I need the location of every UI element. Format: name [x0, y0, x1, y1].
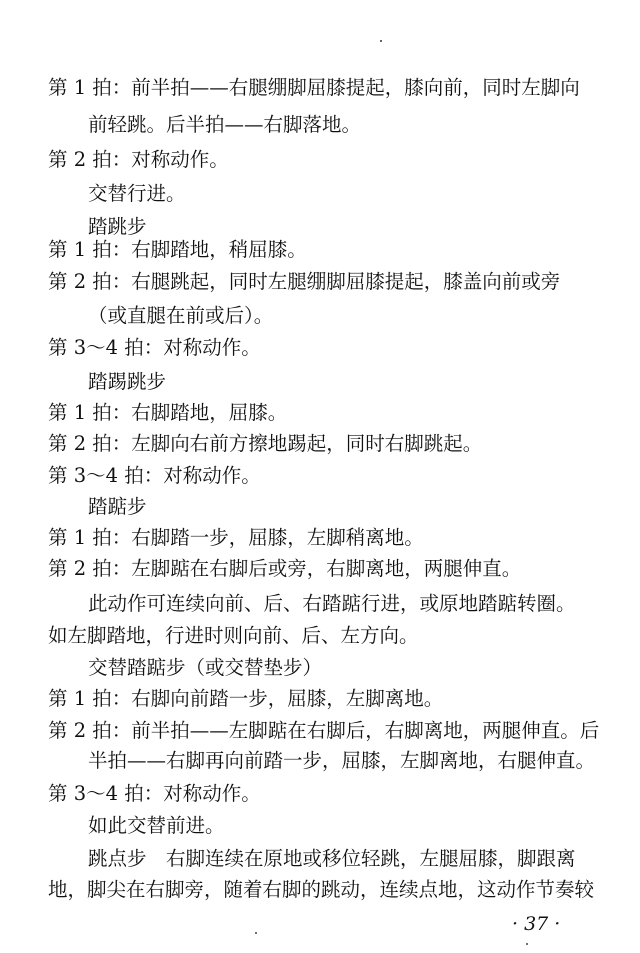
- section-heading: 交替踏踮步（或交替垫步）: [88, 656, 323, 679]
- speck-mark: [380, 40, 382, 42]
- text-line: 半拍——右脚再向前踏一步，屈膝，左脚离地，右腿伸直。: [88, 749, 596, 772]
- text-line: 第 1 拍：右脚踏地，屈膝。: [48, 401, 288, 424]
- text-line: 第 2 拍：右腿跳起，同时左腿绷脚屈膝提起，膝盖向前或旁: [48, 270, 561, 293]
- text-line: 第 2 拍：前半拍——左脚踮在右脚后，右脚离地，两腿伸直。后: [48, 719, 600, 742]
- section-heading: 踏踢跳步: [88, 370, 167, 393]
- page-number: · 37 ·: [512, 913, 561, 935]
- text-line: 此动作可连续向前、后、右踏踮行进，或原地踏踮转圈。: [88, 592, 576, 615]
- text-line: 交替行进。: [88, 182, 186, 205]
- text-line: 跳点步 右脚连续在原地或移位轻跳，左腿屈膝，脚跟离: [88, 847, 576, 870]
- text-line: 如此交替前进。: [88, 814, 225, 837]
- text-line: 如左脚踏地，行进时则向前、后、左方向。: [48, 624, 419, 647]
- text-line: （或直腿在前或后）。: [88, 304, 274, 327]
- text-line: 第 1 拍：前半拍——右腿绷脚屈膝提起，膝向前，同时左脚向: [48, 76, 580, 99]
- speck-mark: [255, 932, 257, 934]
- text-line: 第 3～4 拍：对称动作。: [48, 464, 261, 487]
- text-line: 第 2 拍：左脚踮在右脚后或旁，右脚离地，两腿伸直。: [48, 557, 522, 580]
- text-line: 前轻跳。后半拍——右脚落地。: [88, 113, 362, 136]
- text-line: 第 1 拍：右脚踏一步，屈膝，左脚稍离地。: [48, 526, 424, 549]
- text-line: 地，脚尖在右脚旁，随着右脚的跳动，连续点地，这动作节奏较: [48, 878, 595, 901]
- text-line: 第 2 拍：对称动作。: [48, 148, 229, 171]
- text-line: 第 1 拍：右脚踏地，稍屈膝。: [48, 238, 307, 261]
- text-line: 第 3～4 拍：对称动作。: [48, 336, 261, 359]
- text-line: 第 1 拍：右脚向前踏一步，屈膝，左脚离地。: [48, 687, 444, 710]
- text-line: 第 2 拍：左脚向右前方擦地踢起，同时右脚跳起。: [48, 432, 483, 455]
- speck-mark: [526, 943, 528, 945]
- text-line: 第 3～4 拍：对称动作。: [48, 782, 261, 805]
- section-heading: 踏跳步: [88, 215, 147, 238]
- section-heading: 踏踮步: [88, 495, 147, 518]
